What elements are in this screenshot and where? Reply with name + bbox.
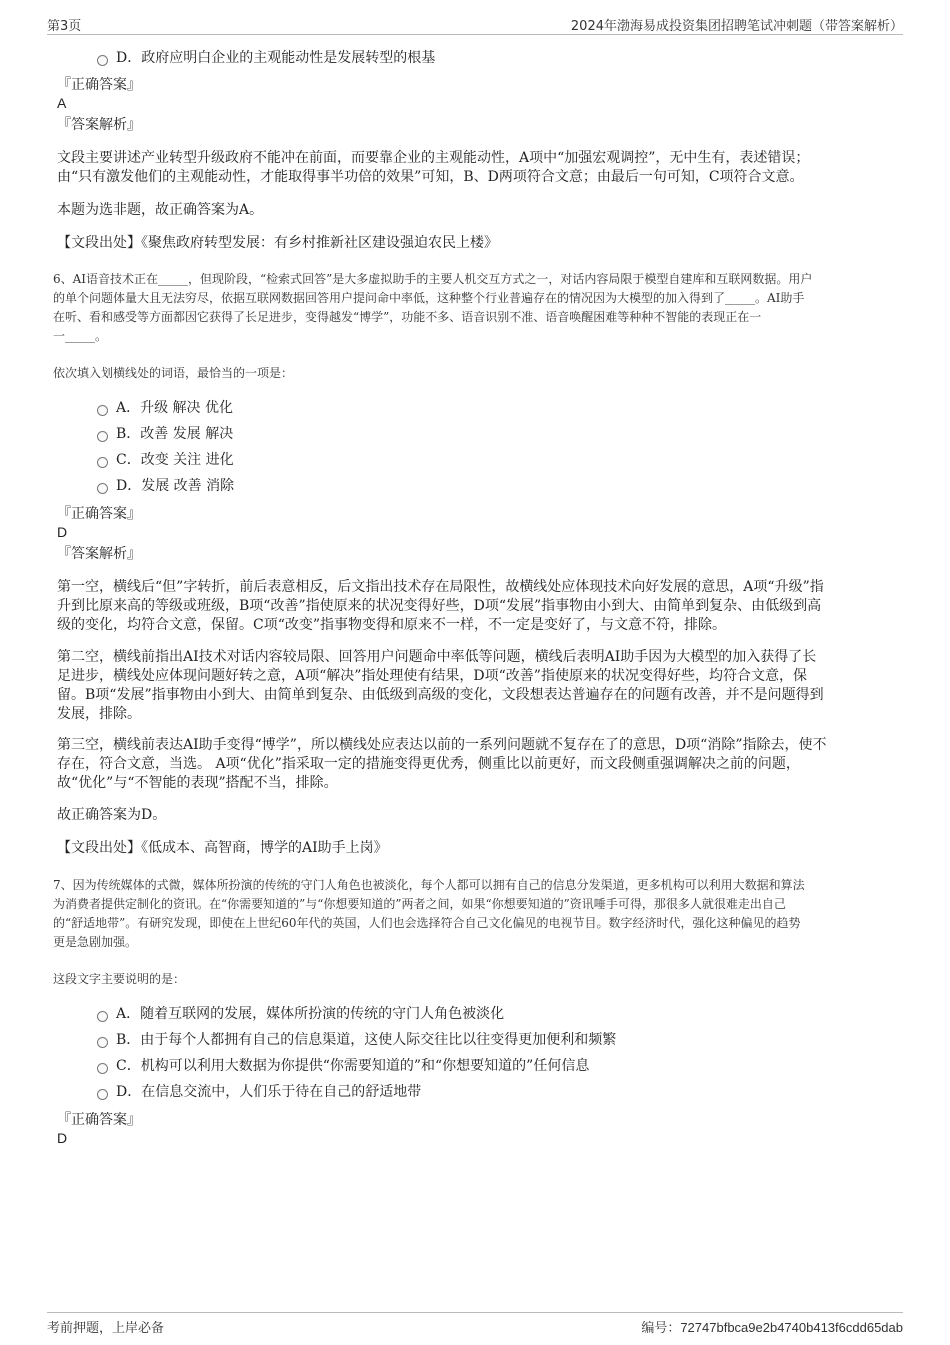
q5-option-d[interactable]: D．政府应明白企业的主观能动性是发展转型的根基: [97, 48, 435, 68]
page-number: 第3页: [47, 19, 82, 34]
radio-icon[interactable]: [97, 431, 108, 442]
q6-option-b[interactable]: B．改善 发展 解决: [97, 424, 233, 444]
q6-option-a[interactable]: A．升级 解决 优化: [97, 398, 233, 418]
q6-analysis-p2: 第二空，横线前指出AI技术对话内容较局限、回答用户问题命中率低等问题，横线后表明AI助手因为大模型的加入获得了长 足进步，横线处应体现问题好转之意，A项“解决”指处理使有结果，D项“改善”指使原来的状况变得好些，均符合文意，保 留。B项“发展”指事物由小到大、由简单到复杂、由低级到高级的变化，文段想表达普遍存在的问题有改善，并不是问题得到 发展，排除。: [57, 649, 824, 722]
radio-icon[interactable]: [97, 1037, 108, 1048]
q6-prompt: 依次填入划横线处的词语，最恰当的一项是：: [53, 366, 294, 380]
q7-answer: D: [57, 1130, 68, 1146]
q5-source: 【文段出处】《聚焦政府转型发展：有乡村推新社区建设强迫农民上楼》: [57, 235, 498, 251]
footer-slogan: 考前押题，上岸必备: [47, 1321, 165, 1336]
q6-option-d[interactable]: D．发展 改善 消除: [97, 476, 234, 496]
q6-answer-label: 『正确答案』: [57, 506, 141, 522]
q5-answer-label: 『正确答案』: [57, 77, 141, 93]
radio-icon[interactable]: [97, 457, 108, 468]
footer-document-code: 编号：72747bfbca9e2b4740b413f6cdd65dab: [641, 1320, 903, 1335]
q6-option-c[interactable]: C．改变 关注 进化: [97, 450, 234, 470]
q6-question-text: 6、AI语音技术正在_____，但现阶段，“检索式回答”是大多虚拟助手的主要人机交互方式之一，对话内容局限于模型自建库和互联网数据。用户 的单个问题体量大且无法穷尽，依据互联网数据回答用户提问命中率低，这种整个行业普遍存在的情况因为大模型的加入得到了_____。AI助手 在听、看和感受等方面都因它获得了长足进步，变得越发“博学”，功能不多、语音识别不准、语音唤醒困难等种种不智能的表现正在一 一_____。: [53, 272, 813, 343]
radio-icon[interactable]: [97, 55, 108, 66]
radio-icon[interactable]: [97, 405, 108, 416]
q7-option-c[interactable]: C．机构可以利用大数据为你提供“你需要知道的”和“你想要知道的”任何信息: [97, 1056, 589, 1076]
q7-option-b[interactable]: B．由于每个人都拥有自己的信息渠道，这使人际交往比以往变得更加便利和频繁: [97, 1030, 616, 1050]
document-title: 2024年渤海易成投资集团招聘笔试冲刺题（带答案解析）: [570, 19, 903, 34]
radio-icon[interactable]: [97, 1063, 108, 1074]
q6-conclusion: 故正确答案为D。: [57, 807, 167, 823]
q7-question-text: 7、因为传统媒体的式微，媒体所扮演的传统的守门人角色也被淡化，每个人都可以拥有自己的信息分发渠道，更多机构可以利用大数据和算法 为消费者提供定制化的资讯。在“你需要知道的”与“你想要知道的”两者之间，如果“你想要知道的”资讯唾手可得，那很多人就很难走出自己 的“舒适地带”。有研究发现，即使在上世纪60年代的英国，人们也会选择符合自己文化偏见的电视节目。数字经济时代，强化这种偏见的趋势 更是急剧加强。: [53, 878, 805, 949]
q7-answer-label: 『正确答案』: [57, 1112, 141, 1128]
q7-option-d[interactable]: D．在信息交流中，人们乐于待在自己的舒适地带: [97, 1082, 421, 1102]
page-footer: [47, 1312, 903, 1337]
q6-analysis-p3: 第三空，横线前表达AI助手变得“博学”，所以横线处应表达以前的一系列问题就不复存在了的意思，D项“消除”指除去，使不 存在，符合文意，当选。 A项“优化”指采取一定的措施变得更优秀，侧重比以前更好，而文段侧重强调解决之前的问题， 故“优化”与“不智能的表现”搭配不当，排除。: [57, 737, 827, 791]
q6-source: 【文段出处】《低成本、高智商，博学的AI助手上岗》: [57, 840, 388, 856]
q5-analysis-label: 『答案解析』: [57, 117, 141, 133]
q5-analysis: 文段主要讲述产业转型升级政府不能冲在前面，而要靠企业的主观能动性，A项中“加强宏观调控”，无中生有，表述错误； 由“只有激发他们的主观能动性，才能取得事半功倍的效果”可知，B、D两项符合文意；由最后一句可知，C项符合文意。: [57, 150, 810, 185]
q5-answer: A: [57, 95, 67, 111]
q7-option-a[interactable]: A．随着互联网的发展，媒体所扮演的传统的守门人角色被淡化: [97, 1004, 504, 1024]
radio-icon[interactable]: [97, 1089, 108, 1100]
q5-conclusion: 本题为选非题，故正确答案为A。: [57, 202, 264, 218]
q7-prompt: 这段文字主要说明的是：: [53, 972, 186, 986]
q6-answer: D: [57, 524, 68, 540]
q6-analysis-p1: 第一空，横线后“但”字转折，前后表意相反，后文指出技术存在局限性，故横线处应体现技术向好发展的意思，A项“升级”指 升到比原来高的等级或班级，B项“改善”指使原来的状况变得好些，D项“发展”指事物由小到大、由简单到复杂、由低级到高 级的变化，均符合文意，保留。C项“改变”指事物变得和原来不一样，不一定是变好了，与文意不符，排除。: [57, 579, 824, 633]
q6-analysis-label: 『答案解析』: [57, 546, 141, 562]
radio-icon[interactable]: [97, 1011, 108, 1022]
radio-icon[interactable]: [97, 483, 108, 494]
